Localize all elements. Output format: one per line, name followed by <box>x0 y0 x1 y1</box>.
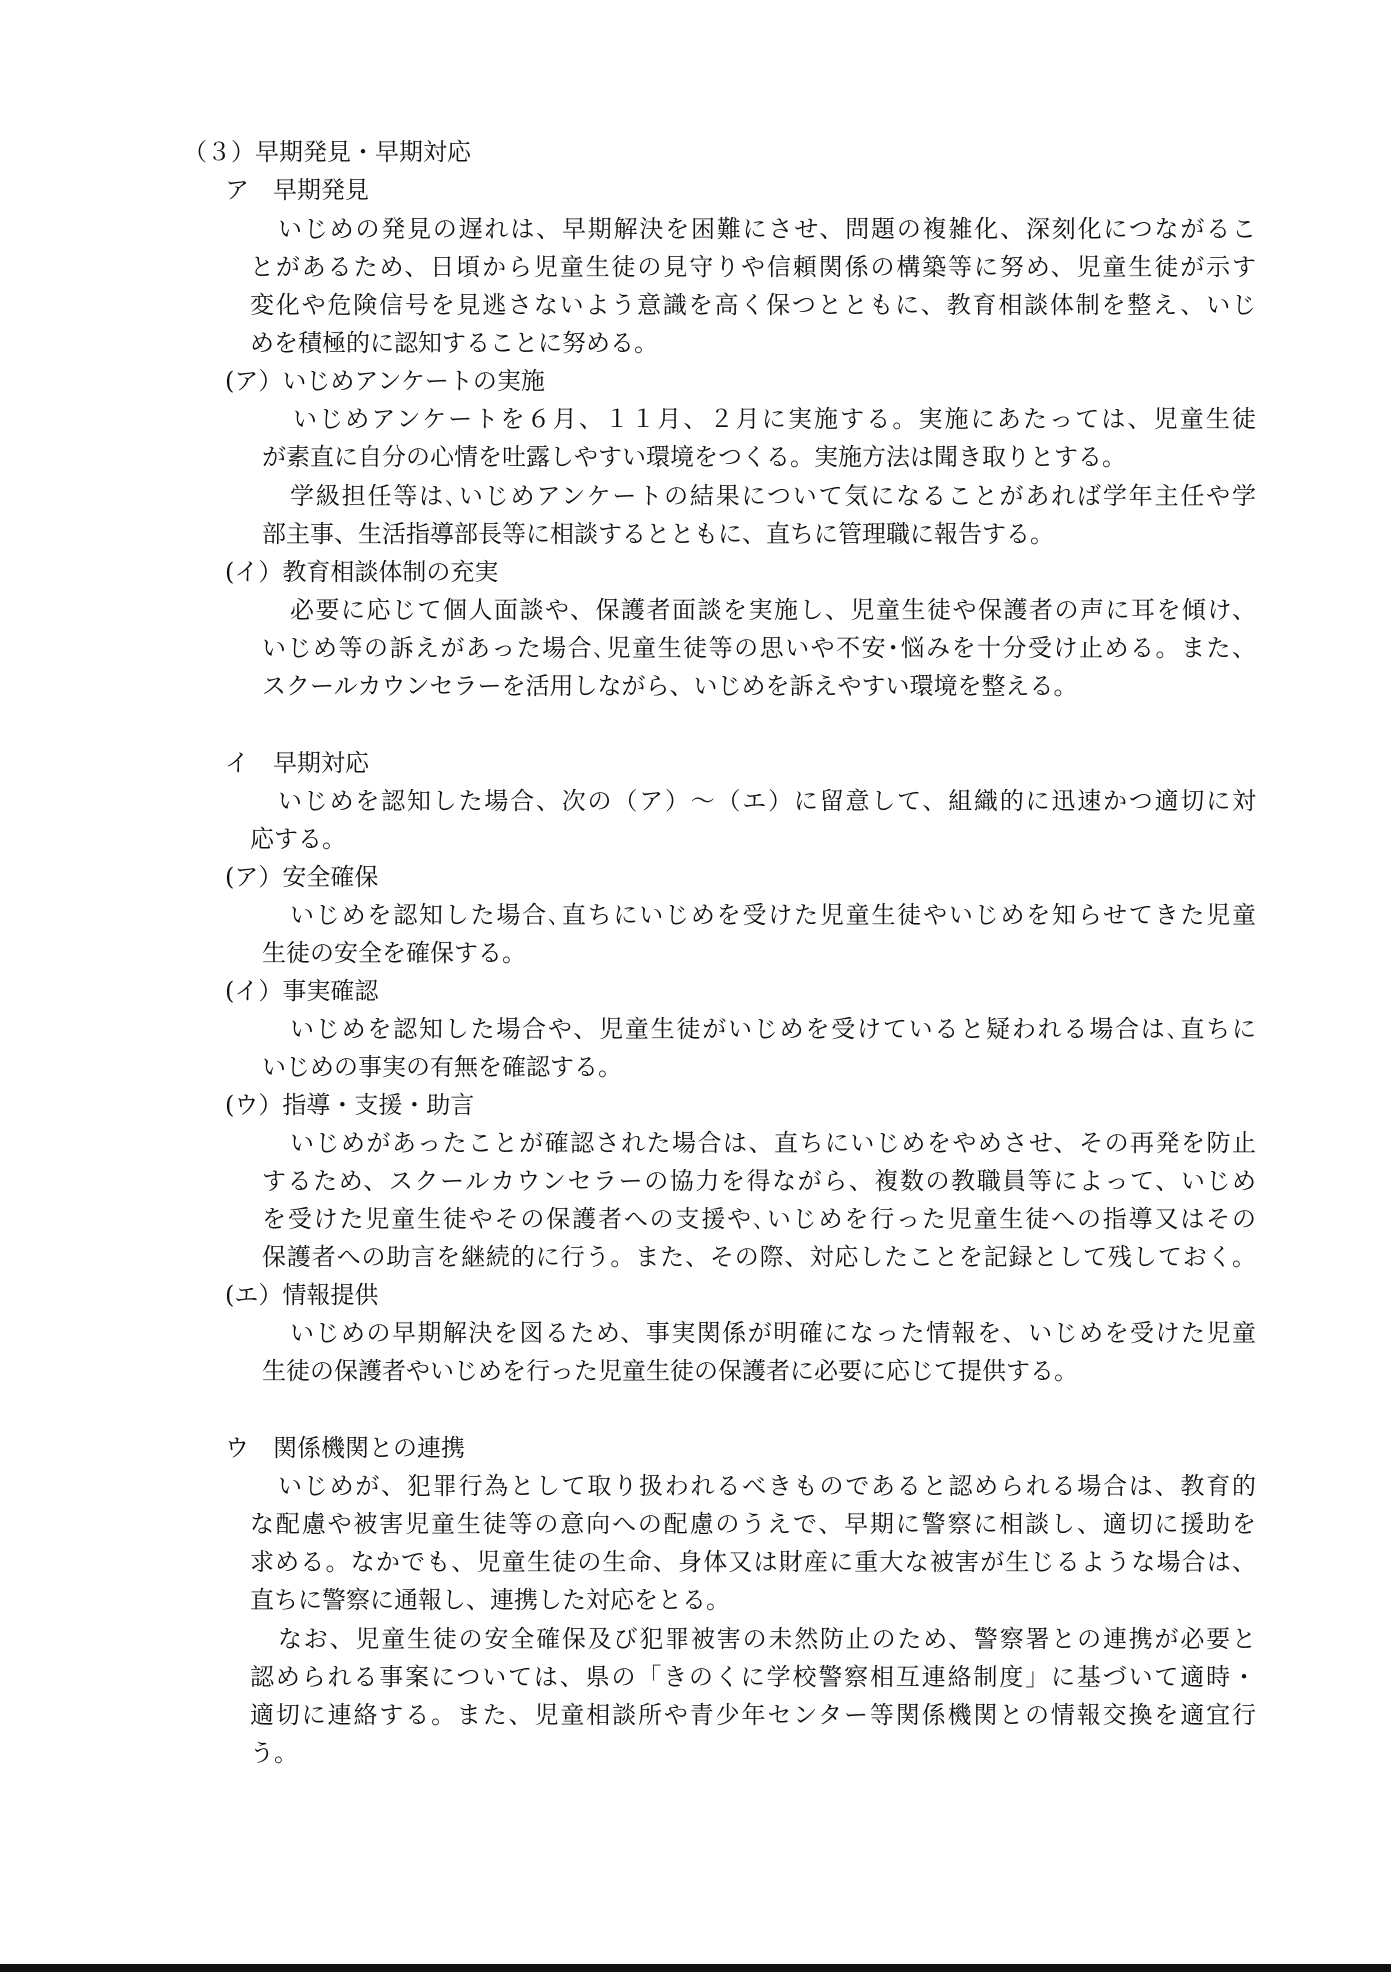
facts-paragraph-line: いじめを認知した場合や、児童生徒がいじめを受けていると疑われる場合は､直ちに <box>290 1015 1256 1043</box>
early-response-paragraph-line: いじめを認知した場合、次の（ア）～（エ）に留意して、組織的に迅速かつ適切に対 <box>278 787 1256 815</box>
cooperation-paragraph-line: いじめが、犯罪行為として取り扱われるべきものであると認められる場合は、教育的 <box>278 1472 1256 1500</box>
cooperation-paragraph-line: な配慮や被害児童生徒等の意向への配慮のうえで、早期に警察に相談し、適切に援助を <box>250 1510 1256 1538</box>
cooperation-paragraph-line: なお、児童生徒の安全確保及び犯罪被害の未然防止のため、警察署との連携が必要と <box>278 1625 1256 1653</box>
facts-paragraph-line: いじめの事実の有無を確認する。 <box>262 1053 622 1081</box>
cooperation-heading: ウ 関係機関との連携 <box>225 1434 465 1462</box>
safety-paragraph-line: 生徒の安全を確保する。 <box>262 939 526 967</box>
counseling-heading: (イ）教育相談体制の充実 <box>225 558 499 586</box>
survey-heading: (ア）いじめアンケートの実施 <box>225 367 545 395</box>
early-detection-paragraph-line: めを積極的に認知することに努める。 <box>250 329 658 357</box>
guidance-paragraph-line: を受けた児童生徒やその保護者への支援や､いじめを行った児童生徒への指導又はその <box>262 1205 1256 1233</box>
guidance-heading: (ウ）指導・支援・助言 <box>225 1091 475 1119</box>
section-heading: （３）早期発見・早期対応 <box>183 138 471 166</box>
cooperation-paragraph-line: う。 <box>250 1739 298 1767</box>
safety-paragraph-line: いじめを認知した場合､直ちにいじめを受けた児童生徒やいじめを知らせてきた児童 <box>290 901 1256 929</box>
guidance-paragraph-line: 保護者への助言を継続的に行う。また、その際、対応したことを記録として残しておく。 <box>262 1243 1256 1271</box>
early-detection-heading: ア 早期発見 <box>225 176 369 204</box>
guidance-paragraph-line: いじめがあったことが確認された場合は、直ちにいじめをやめさせ、その再発を防止 <box>290 1129 1256 1157</box>
information-heading: (エ）情報提供 <box>225 1281 379 1309</box>
cooperation-paragraph-line: 適切に連絡する。また、児童相談所や青少年センター等関係機関との情報交換を適宜行 <box>250 1701 1256 1729</box>
early-response-paragraph-line: 応する。 <box>250 825 346 853</box>
survey-paragraph-line: 部主事、生活指導部長等に相談するとともに、直ちに管理職に報告する。 <box>262 520 1054 548</box>
safety-heading: (ア）安全確保 <box>225 863 379 891</box>
survey-paragraph-line: 学級担任等は､いじめアンケートの結果について気になることがあれば学年主任や学 <box>290 482 1256 510</box>
page-bottom-edge <box>0 1964 1391 1972</box>
counseling-paragraph-line: スクールカウンセラーを活用しながら、いじめを訴えやすい環境を整える。 <box>262 672 1078 700</box>
survey-paragraph-line: が素直に自分の心情を吐露しやすい環境をつくる。実施方法は聞き取りとする。 <box>262 443 1126 471</box>
early-detection-paragraph-line: とがあるため、日頃から児童生徒の見守りや信頼関係の構築等に努め、児童生徒が示す <box>250 253 1256 281</box>
information-paragraph-line: いじめの早期解決を図るため、事実関係が明確になった情報を、いじめを受けた児童 <box>290 1319 1256 1347</box>
cooperation-paragraph-line: 求める。なかでも、児童生徒の生命、身体又は財産に重大な被害が生じるような場合は、 <box>250 1548 1256 1576</box>
counseling-paragraph-line: 必要に応じて個人面談や、保護者面談を実施し、児童生徒や保護者の声に耳を傾け、 <box>290 596 1256 624</box>
cooperation-paragraph-line: 認められる事案については、県の「きのくに学校警察相互連絡制度」に基づいて適時・ <box>250 1663 1256 1691</box>
information-paragraph-line: 生徒の保護者やいじめを行った児童生徒の保護者に必要に応じて提供する。 <box>262 1357 1078 1385</box>
cooperation-paragraph-line: 直ちに警察に通報し、連携した対応をとる。 <box>250 1586 730 1614</box>
early-detection-paragraph-line: 変化や危険信号を見逃さないよう意識を高く保つとともに、教育相談体制を整え、いじ <box>250 291 1256 319</box>
counseling-paragraph-line: いじめ等の訴えがあった場合､児童生徒等の思いや不安･悩みを十分受け止める。また、 <box>262 634 1256 662</box>
survey-paragraph-line: いじめアンケートを６月、１１月、２月に実施する。実施にあたっては、児童生徒 <box>293 405 1256 433</box>
guidance-paragraph-line: するため、スクールカウンセラーの協力を得ながら、複数の教職員等によって、いじめ <box>262 1167 1256 1195</box>
early-response-heading: イ 早期対応 <box>225 749 369 777</box>
facts-heading: (イ）事実確認 <box>225 977 379 1005</box>
early-detection-paragraph-line: いじめの発見の遅れは、早期解決を困難にさせ、問題の複雑化、深刻化につながるこ <box>278 215 1256 243</box>
